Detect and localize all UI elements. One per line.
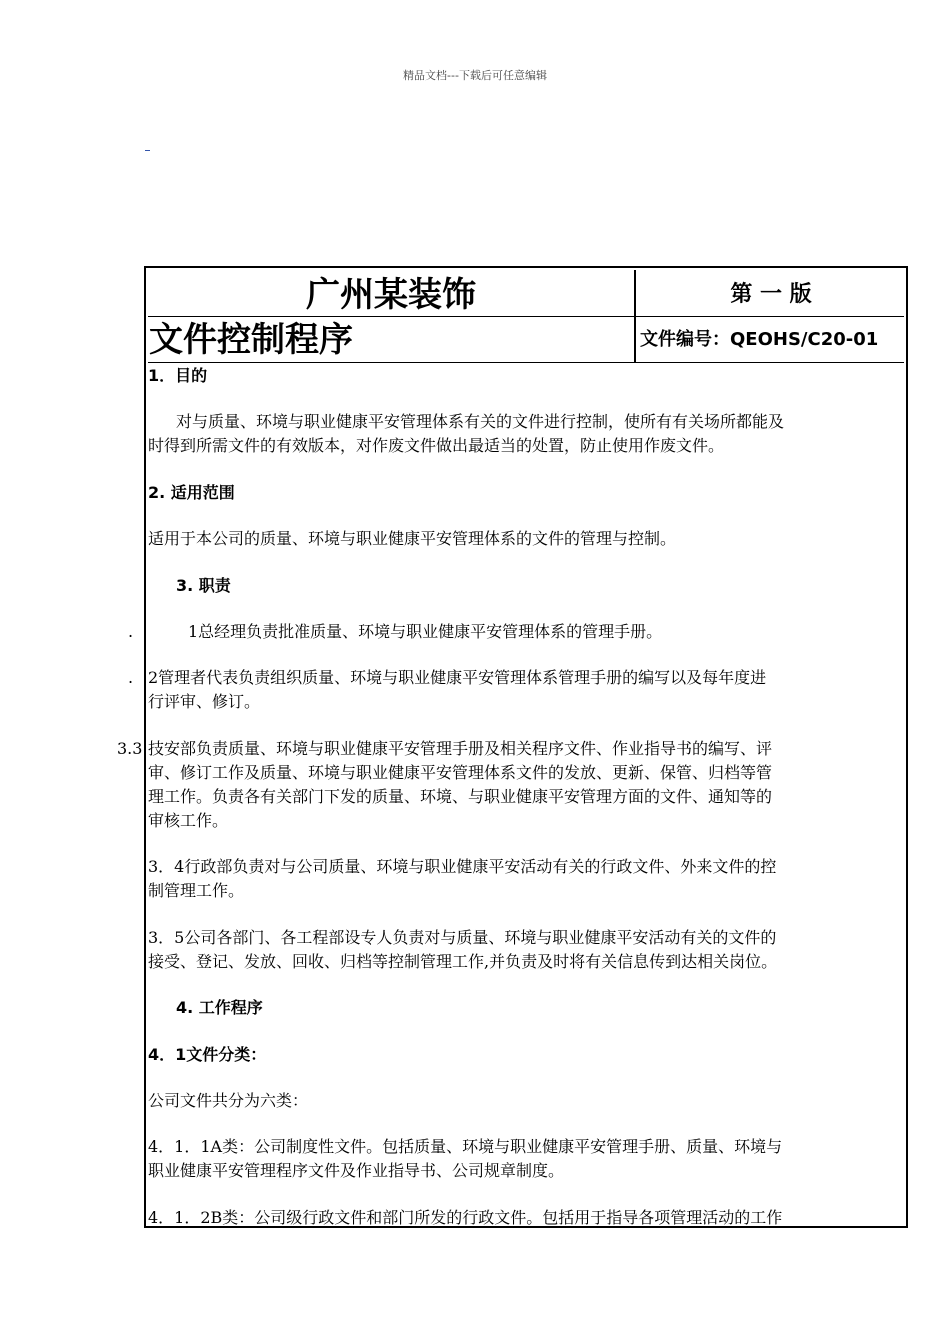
watermark-text: 精品文档---下载后可任意编辑 bbox=[403, 69, 547, 82]
paragraph-line: 审、修订工作及质量、环境与职业健康平安管理体系文件的发放、更新、保管、归档等管 bbox=[148, 763, 773, 782]
list-marker: . bbox=[128, 622, 134, 641]
paragraph-line: 职业健康平安管理程序文件及作业指导书、公司规章制度。 bbox=[148, 1161, 565, 1180]
section-4-heading: 4. 工作程序 bbox=[176, 998, 263, 1017]
header-row-company bbox=[148, 270, 904, 317]
header-divider bbox=[634, 270, 636, 316]
section-4-1-heading: 4．1文件分类： bbox=[148, 1045, 267, 1064]
paragraph-line: 审核工作。 bbox=[148, 811, 229, 830]
paragraph-line: 时得到所需文件的有效版本，对作废文件做出最适当的处置，防止使用作废文件。 bbox=[148, 436, 725, 455]
document-title: 文件控制程序 bbox=[149, 320, 353, 360]
paragraph-line: 4．1．1A类：公司制度性文件。包括质量、环境与职业健康平安管理手册、质量、环境与 bbox=[148, 1137, 783, 1156]
header-row-title bbox=[148, 317, 904, 363]
company-name: 广州某装饰 bbox=[306, 275, 476, 315]
dash-mark bbox=[145, 150, 150, 151]
paragraph-line: 技安部负责质量、环境与职业健康平安管理手册及相关程序文件、作业指导书的编写、评 bbox=[148, 739, 773, 758]
paragraph-line: 2管理者代表负责组织质量、环境与职业健康平安管理体系管理手册的编写以及每年度进 bbox=[148, 668, 767, 687]
paragraph-line: 4．1．2B类：公司级行政文件和部门所发的行政文件。包括用于指导各项管理活动的工作 bbox=[148, 1208, 783, 1227]
paragraph-line: 适用于本公司的质量、环境与职业健康平安管理体系的文件的管理与控制。 bbox=[148, 529, 677, 548]
header-divider bbox=[634, 317, 636, 362]
paragraph-line: 行评审、修订。 bbox=[148, 692, 261, 711]
section-3-heading: 3. 职责 bbox=[176, 576, 231, 595]
paragraph-line: 理工作。负责各有关部门下发的质量、环境、与职业健康平安管理方面的文件、通知等的 bbox=[148, 787, 773, 806]
paragraph-line: 制管理工作。 bbox=[148, 881, 245, 900]
paragraph-line: 接受、登记、发放、回收、归档等控制管理工作,并负责及时将有关信息传到达相关岗位。 bbox=[148, 952, 778, 971]
paragraph-line: 对与质量、环境与职业健康平安管理体系有关的文件进行控制，使所有有关场所都能及 bbox=[176, 412, 785, 431]
list-marker: 3.3 bbox=[117, 739, 143, 758]
section-1-heading: 1．目的 bbox=[148, 366, 208, 385]
paragraph-line: 3．5公司各部门、各工程部设专人负责对与质量、环境与职业健康平安活动有关的文件的 bbox=[148, 928, 777, 947]
document-number: 文件编号：QEOHS/C20-01 bbox=[640, 329, 879, 350]
list-marker: . bbox=[128, 668, 134, 687]
paragraph-line: 公司文件共分为六类： bbox=[148, 1091, 309, 1110]
edition-label: 第 一 版 bbox=[730, 282, 812, 307]
section-2-heading: 2. 适用范围 bbox=[148, 483, 235, 502]
paragraph-line: 3．4行政部负责对与公司质量、环境与职业健康平安活动有关的行政文件、外来文件的控 bbox=[148, 857, 777, 876]
paragraph-line: 1总经理负责批准质量、环境与职业健康平安管理体系的管理手册。 bbox=[188, 622, 663, 641]
